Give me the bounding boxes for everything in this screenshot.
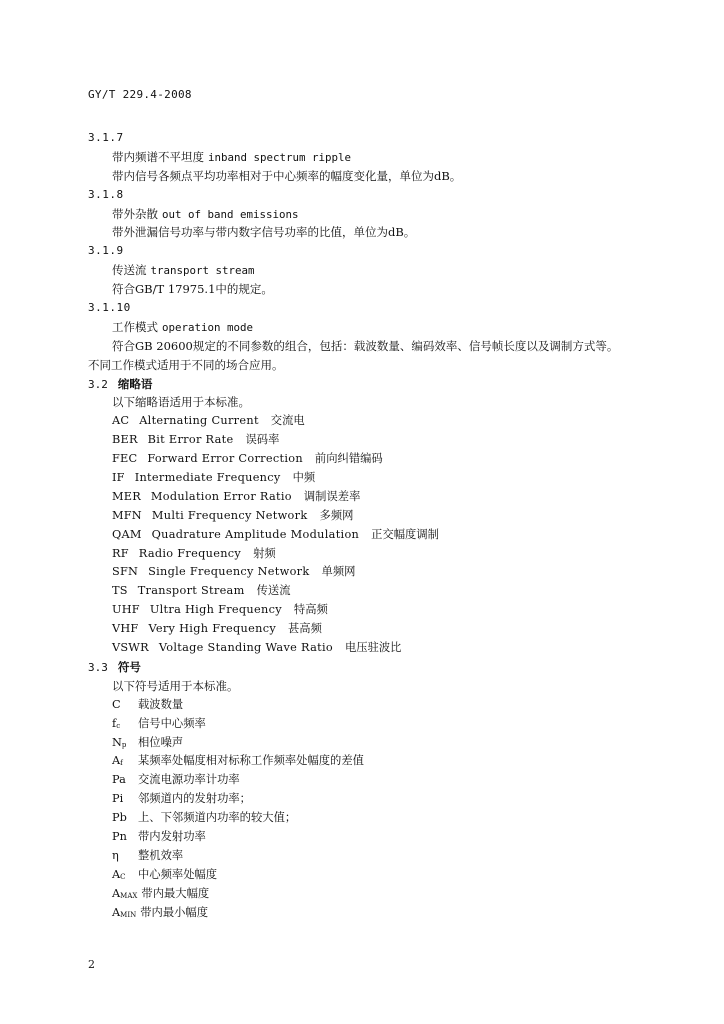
abbreviation-code: MER	[112, 489, 141, 503]
page-number: 2	[88, 958, 95, 971]
abbreviation-chinese: 甚高频	[288, 622, 322, 636]
abbreviation-row	[88, 601, 668, 620]
abbreviation-code: IF	[112, 471, 125, 485]
document-body	[88, 129, 668, 922]
symbol-base: N	[112, 735, 122, 749]
abbreviation-chinese: 正交幅度调制	[371, 527, 439, 541]
definition-number: 3.1.10	[88, 301, 131, 315]
symbol	[112, 715, 134, 734]
abbreviation-chinese: 中频	[292, 471, 316, 485]
symbol-row	[88, 752, 668, 771]
abbreviation-code: VSWR	[112, 641, 149, 655]
section-title: 缩略语	[117, 376, 153, 391]
section-number: 3.2	[88, 377, 108, 391]
abbreviation-code: FEC	[112, 452, 138, 466]
symbol-row	[88, 696, 668, 715]
abbreviation-chinese: 多频网	[319, 508, 354, 522]
abbreviation-code: SFN	[112, 565, 139, 579]
symbol-description: 邻频道内的发射功率；	[138, 792, 251, 806]
symbol-base: A	[112, 754, 121, 768]
definition-term	[88, 318, 668, 337]
symbol-subscript: MAX	[120, 891, 138, 900]
symbol-subscript: MIN	[120, 910, 137, 919]
symbol-description: 交流电源功率计功率	[138, 773, 240, 787]
symbol-row	[88, 885, 668, 904]
symbol-description: 载波数量	[138, 697, 184, 711]
section-heading-abbreviations	[88, 375, 668, 394]
definition-term	[88, 148, 668, 167]
abbreviation-english: Modulation Error Ratio	[150, 489, 292, 503]
abbreviation-chinese: 交流电	[270, 414, 305, 428]
abbreviation-chinese: 调制误差率	[303, 489, 361, 503]
symbol-base: A	[112, 867, 121, 881]
definition-text: 带外泄漏信号功率与带内数字信号功率的比值，单位为dB。	[112, 225, 416, 240]
abbreviation-english: Voltage Standing Wave Ratio	[158, 641, 333, 655]
symbol-row	[88, 809, 668, 828]
abbreviation-row	[88, 545, 668, 564]
abbreviation-english: Intermediate Frequency	[134, 471, 281, 485]
definition-text: 带内信号各频点平均功率相对于中心频率的幅度变化量，单位为dB。	[112, 168, 462, 183]
term-en: inband spectrum ripple	[208, 150, 352, 164]
symbol-description: 整机效率	[138, 848, 184, 862]
symbol-row	[88, 790, 668, 809]
symbol	[112, 771, 134, 790]
abbreviation-row	[88, 526, 668, 545]
symbol-base: f	[112, 716, 117, 730]
abbreviation-english: Quadrature Amplitude Modulation	[151, 527, 360, 541]
term-en: out of band emissions	[162, 207, 299, 221]
symbol-description: 信号中心频率	[138, 716, 206, 730]
abbreviation-english: Multi Frequency Network	[151, 508, 308, 522]
abbreviation-english: Single Frequency Network	[148, 565, 310, 579]
abbreviation-chinese: 特高频	[293, 603, 328, 617]
term-zh: 带内频谱不平坦度	[112, 149, 204, 164]
definition-text-continued: 不同工作模式适用于不同的场合应用。	[88, 357, 284, 372]
abbreviation-row	[88, 488, 668, 507]
symbol-description: 某频率处幅度相对标称工作频率处幅度的差值	[138, 754, 364, 768]
symbol	[112, 847, 134, 866]
definition-text: 符合GB 20600规定的不同参数的组合，包括：载波数量、编码效率、信号帧长度以及调制方式等。	[112, 338, 619, 353]
symbol-description: 带内发射功率	[138, 829, 206, 843]
abbreviation-row	[88, 507, 668, 526]
abbreviation-english: Ultra High Frequency	[149, 603, 282, 617]
abbreviation-chinese: 电压驻波比	[344, 641, 402, 655]
abbreviation-english: Bit Error Rate	[147, 433, 234, 447]
symbol-description: 带内最小幅度	[140, 905, 209, 919]
symbol-base: Pi	[112, 792, 124, 806]
abbreviation-code: AC	[112, 414, 130, 428]
section-intro: 以下缩略语适用于本标准。	[112, 395, 250, 410]
symbol-row	[88, 828, 668, 847]
symbol	[112, 790, 134, 809]
abbreviation-chinese: 射频	[253, 546, 276, 560]
abbreviation-code: UHF	[112, 603, 140, 617]
symbol	[112, 696, 134, 715]
abbreviation-chinese: 传送流	[256, 584, 291, 598]
term-en: transport stream	[150, 264, 255, 278]
symbol-subscript: p	[121, 740, 127, 749]
abbreviation-code: MFN	[112, 508, 142, 522]
document-code: GY/T 229.4-2008	[88, 88, 192, 101]
abbreviation-english: Very High Frequency	[148, 622, 276, 636]
abbreviation-row	[88, 582, 668, 601]
symbol-base: A	[112, 905, 121, 919]
symbol	[112, 752, 134, 771]
symbol-row	[88, 715, 668, 734]
symbol	[112, 904, 136, 923]
abbreviation-row	[88, 639, 668, 658]
abbreviation-code: RF	[112, 546, 129, 560]
symbol-base: η	[112, 848, 119, 862]
section-title: 符号	[117, 659, 141, 674]
symbol-subscript: c	[116, 721, 121, 730]
symbol-base: Pb	[112, 811, 127, 825]
abbreviation-chinese: 前向纠错编码	[314, 452, 383, 466]
definition-text: 符合GB/T 17975.1中的规定。	[112, 282, 273, 297]
abbreviation-row	[88, 563, 668, 582]
abbreviation-row	[88, 620, 668, 639]
abbreviation-code: BER	[112, 433, 138, 447]
abbreviation-english: Radio Frequency	[138, 546, 242, 560]
symbol-subscript: f	[120, 759, 123, 768]
term-en: operation mode	[162, 320, 254, 334]
definition-number: 3.1.9	[88, 244, 124, 258]
symbol-base: C	[112, 697, 121, 711]
abbreviation-english: Alternating Current	[139, 414, 259, 428]
symbol-row	[88, 847, 668, 866]
symbol-base: A	[112, 886, 121, 900]
definition-term	[88, 205, 668, 224]
abbreviation-row	[88, 450, 668, 469]
abbreviation-chinese: 误码率	[245, 433, 280, 447]
term-zh: 工作模式	[112, 319, 158, 334]
term-zh: 带外杂散	[112, 206, 158, 221]
symbol-base: Pn	[112, 829, 127, 843]
abbreviation-chinese: 单频网	[321, 565, 356, 579]
abbreviation-english: Forward Error Correction	[147, 452, 303, 466]
symbol-description: 相位噪声	[138, 735, 184, 749]
symbol-row	[88, 904, 668, 923]
abbreviation-row	[88, 469, 668, 488]
symbol	[112, 734, 134, 753]
definition-number: 3.1.8	[88, 187, 124, 201]
definition-number: 3.1.7	[88, 131, 124, 144]
abbreviation-code: QAM	[112, 527, 142, 541]
symbol	[112, 809, 134, 828]
symbol-row	[88, 866, 668, 885]
symbol-description: 上、下邻频道内功率的较大值；	[138, 811, 297, 825]
symbol-row	[88, 734, 668, 753]
symbol	[112, 866, 134, 885]
symbol	[112, 828, 134, 847]
abbreviation-row	[88, 431, 668, 450]
definition-term	[88, 261, 668, 280]
term-zh: 传送流	[112, 263, 147, 278]
section-heading-symbols	[88, 658, 668, 677]
symbol-base: Pa	[112, 773, 126, 787]
symbol-description: 中心频率处幅度	[138, 867, 218, 881]
abbreviation-english: Transport Stream	[137, 584, 245, 598]
abbreviation-code: VHF	[112, 622, 139, 636]
abbreviation-code: TS	[112, 584, 128, 598]
abbreviation-row	[88, 412, 668, 431]
symbol-subscript: C	[120, 872, 126, 881]
symbol-description: 带内最大幅度	[141, 886, 210, 900]
symbol-row	[88, 771, 668, 790]
symbol	[112, 885, 137, 904]
section-intro: 以下符号适用于本标准。	[112, 678, 239, 693]
section-number: 3.3	[88, 660, 108, 674]
